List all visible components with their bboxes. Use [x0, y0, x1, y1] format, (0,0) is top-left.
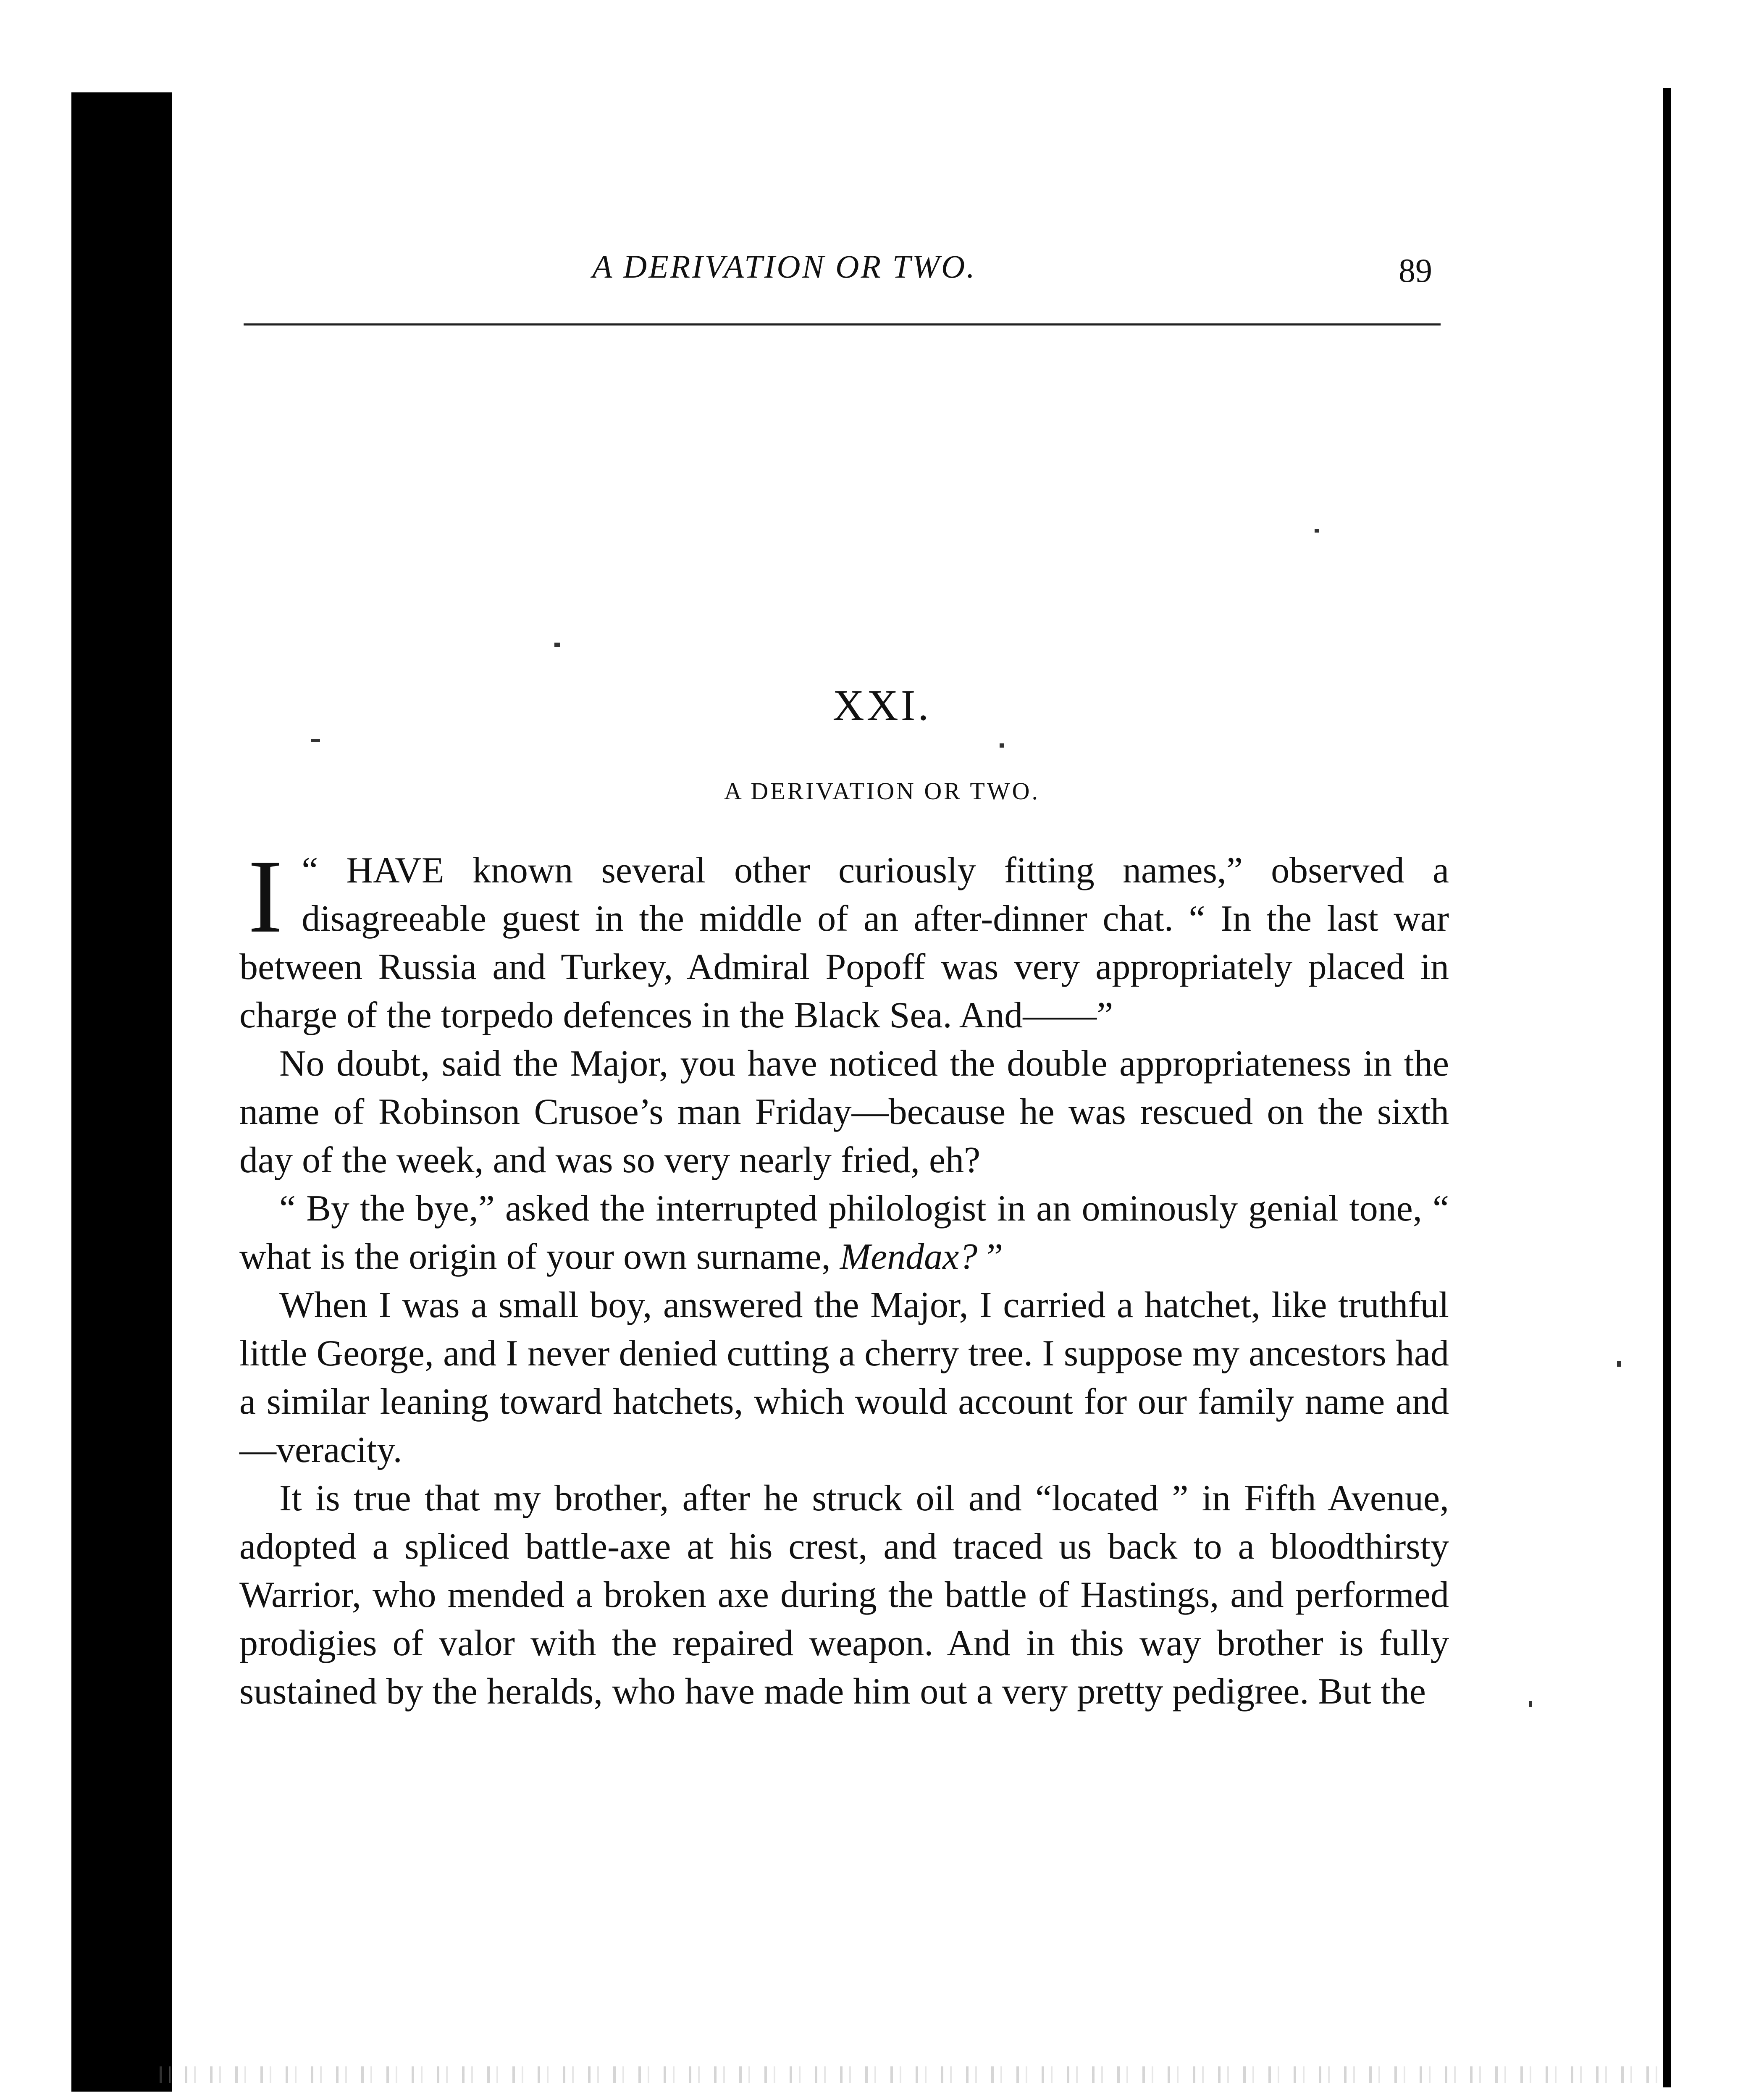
- chapter-title: A DERIVATION OR TWO.: [724, 777, 1040, 805]
- paragraph-5: It is true that my brother, after he struck oil and “located ” in Fifth Avenue, adopted a spliced battle-axe at his crest, and traced us back to a bloodthirsty Warrior, who mended a broken axe during the battle of Hastings, and performed prodigies of valor with the repaired weapon. And in this way brother is fully sustained by the heralds, who have made him out a very pretty pedigree. But the: [239, 1478, 1449, 1712]
- body-text: [239, 838, 1449, 1716]
- chapter-number: XXI.: [832, 681, 932, 730]
- scan-noise-bottom: [160, 2066, 1663, 2083]
- paragraph-1-text: HAVE known several other curiously fitting names,” observed a disagreeable guest in the middle of an after-dinner chat. “ In the last war between Russia and Turkey, Admiral Popoff was very appropriately placed in charge of the torpedo defences in the Black Sea. And——”: [239, 850, 1449, 1036]
- closing-quote: ”: [987, 1236, 1003, 1277]
- italic-surname: Mendax?: [840, 1236, 978, 1277]
- scan-speck: [1000, 743, 1004, 748]
- page-number: 89: [1399, 252, 1432, 289]
- paragraph-3: [239, 1184, 1449, 1281]
- paragraph-1: [239, 838, 1449, 1040]
- scan-speck: [554, 643, 560, 647]
- scan-speck: [1529, 1701, 1532, 1707]
- opening-quote: “: [302, 850, 318, 891]
- paragraph-4: When I was a small boy, answered the Major, I carried a hatchet, like truthful little George, and I never denied cutting a cherry tree. I suppose my ancestors had a similar leaning toward hatchets, which would account for our family name and—veracity.: [239, 1285, 1449, 1470]
- scan-speck: [1315, 529, 1319, 533]
- scan-binding-edge-left: [71, 92, 172, 2092]
- page-header: [244, 248, 1441, 307]
- header-rule: [244, 323, 1441, 326]
- scan-speck: [1617, 1361, 1621, 1367]
- scan-binding-edge-right: [1663, 88, 1671, 2087]
- running-title: A DERIVATION OR TWO.: [592, 248, 976, 285]
- paragraph-3-text: “ By the bye,” asked the interrupted philologist in an ominously genial tone, “ what is the origin of your own surname,: [239, 1188, 1449, 1277]
- scan-speck: [311, 739, 320, 742]
- drop-cap: I: [248, 838, 283, 955]
- paragraph-2: No doubt, said the Major, you have noticed the double appropriateness in the name of Robinson Crusoe’s man Friday—because he was rescued on the sixth day of the week, and was so very nearly fried, eh?: [239, 1043, 1449, 1181]
